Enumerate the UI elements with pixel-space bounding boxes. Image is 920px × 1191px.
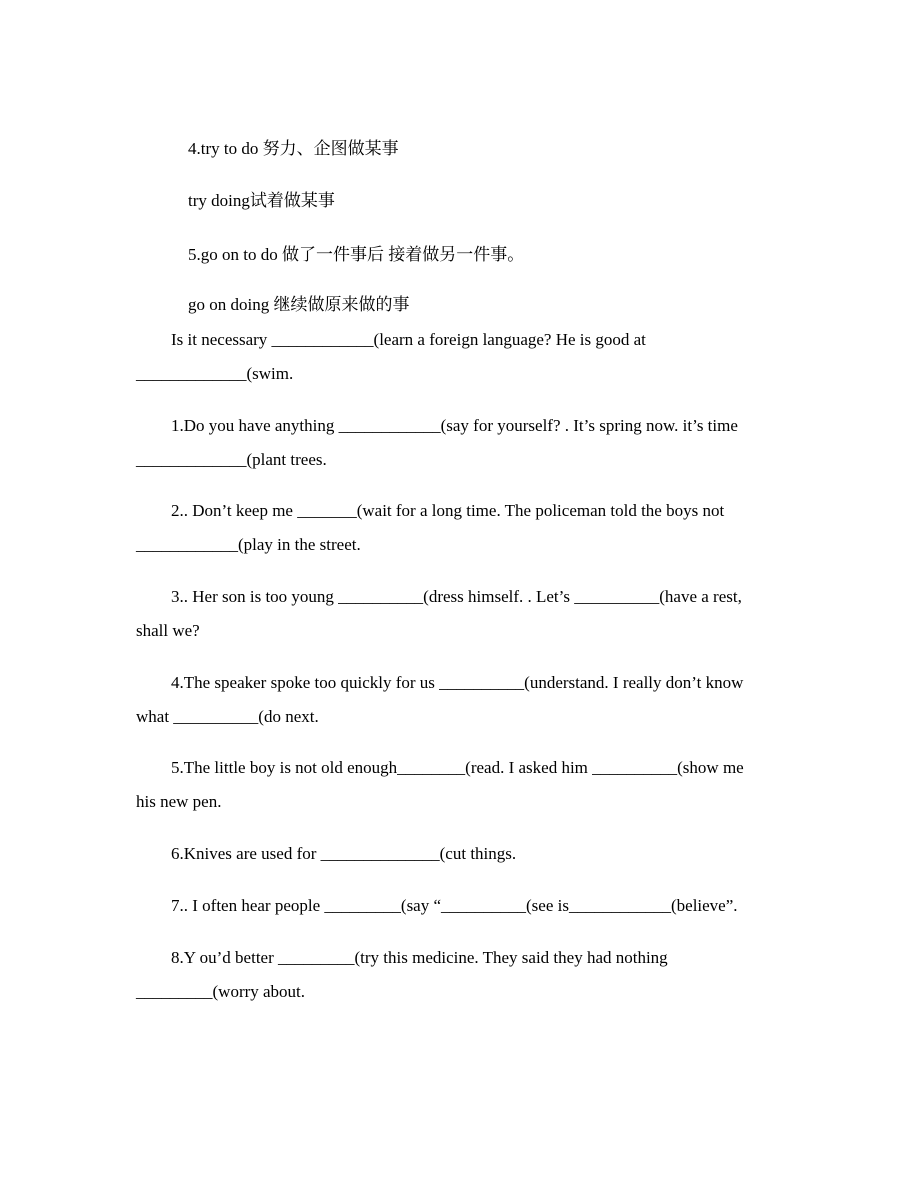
exercise-8-line-1: 8.Y ou’d better _________(try this medicine. They said they had nothing xyxy=(171,948,668,967)
exercise-5-line-1: 5.The little boy is not old enough________(read. I asked him __________(show me xyxy=(171,758,744,777)
exercise-4-line-2: what __________(do next. xyxy=(136,707,319,726)
exercise-2-line-1: 2.. Don’t keep me _______(wait for a long time. The policeman told the boys not xyxy=(171,501,725,520)
exercise-0-line-2: _____________(swim. xyxy=(136,364,294,383)
exercise-6-line-1: 6.Knives are used for ______________(cut things. xyxy=(171,844,517,863)
exercise-1-line-1: 1.Do you have anything ____________(say for yourself? . It’s spring now. it’s time xyxy=(171,416,738,435)
exercise-8-line-2: _________(worry about. xyxy=(136,982,306,1001)
exercise-3-line-2: shall we? xyxy=(136,621,200,640)
note-go-on-doing xyxy=(171,275,409,335)
exercise-5-line-2: his new pen. xyxy=(136,792,222,811)
exercise-1-line-2: _____________(plant trees. xyxy=(136,450,327,469)
note-go-on-doing-text: go on doing 继续做原来做的事 xyxy=(188,295,410,314)
note-go-on-to-do-text: 5.go on to do 做了一件事后 接着做另一件事。 xyxy=(188,245,525,264)
exercise-3-line-1: 3.. Her son is too young __________(dress himself. . Let’s __________(have a rest, xyxy=(171,587,742,606)
exercise-4-line-1: 4.The speaker spoke too quickly for us __________(understand. I really don’t know xyxy=(171,673,744,692)
note-try-doing xyxy=(171,171,335,231)
exercise-0-line-1: Is it necessary ____________(learn a foreign language? He is good at xyxy=(171,330,646,349)
exercise-7-line-1: 7.. I often hear people _________(say “__________(see is____________(believe”. xyxy=(171,896,738,915)
note-try-doing-text: try doing试着做某事 xyxy=(188,191,335,210)
note-try-to-do-text: 4.try to do 努力、企图做某事 xyxy=(188,139,399,158)
note-try-to-do xyxy=(171,119,399,179)
exercise-2-line-2: ____________(play in the street. xyxy=(136,535,361,554)
